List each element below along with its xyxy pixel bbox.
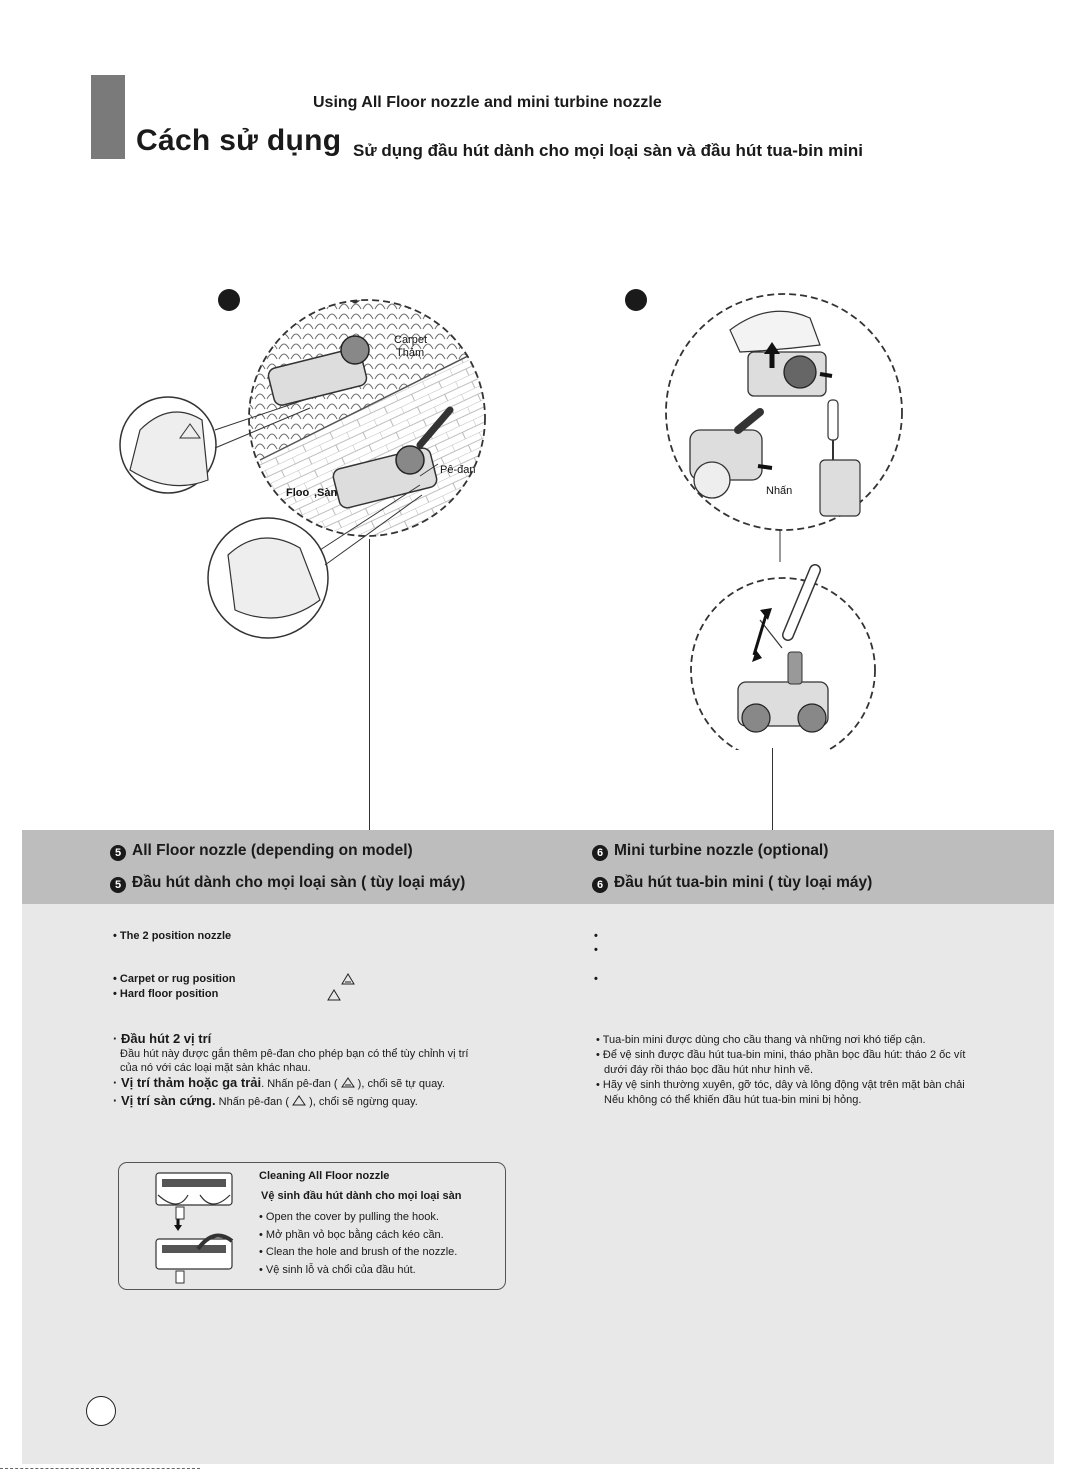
page-title-english: Using All Floor nozzle and mini turbine nozzle <box>313 94 662 111</box>
bottom-dashed-rule <box>0 1468 200 1469</box>
section5-vi-desc-2: của nó với các loại mặt sàn khác nhau. <box>120 1062 311 1074</box>
list-item: • Carpet or rug position <box>113 973 236 985</box>
pedal-triangle-icon <box>341 1077 355 1088</box>
section5-number: 5 <box>110 877 126 893</box>
label-carpet: Carpet <box>394 334 428 346</box>
section6-number: 6 <box>592 845 608 861</box>
leader-line-left <box>369 539 370 831</box>
label-pedal: Pê-đan <box>440 464 476 476</box>
pedal-triangle-icon <box>327 989 341 1001</box>
list-item: • Mở phần vỏ bọc bằng cách kéo cần. <box>259 1229 444 1241</box>
cleaning-illustration <box>148 1167 240 1287</box>
section5-heading-vi: 5 Đầu hút dành cho mọi loại sàn ( tùy loại máy) <box>110 874 465 893</box>
section6-number: 6 <box>592 877 608 893</box>
cleaning-title-vi: Vệ sinh đầu hút dành cho mọi loại sàn <box>261 1190 462 1202</box>
bullet-dot: • <box>594 930 598 942</box>
list-item: • The 2 position nozzle <box>113 930 232 942</box>
section5-vi-hard: · Vị trí sàn cứng. Nhấn pê-đan ( ), chổi sẽ ngừng quay. <box>113 1093 418 1108</box>
pedal-triangle-icon <box>341 973 355 985</box>
list-item: • Vệ sinh lỗ và chổi của đầu hút. <box>259 1264 416 1276</box>
label-tham: Thảm <box>396 347 425 359</box>
page-title-vietnamese: Cách sử dụng <box>136 124 342 157</box>
section5-vi-title: · Đầu hút 2 vị trí <box>113 1031 212 1046</box>
bullet-dot: • <box>594 944 598 956</box>
section5-vi-carpet: · Vị trí thảm hoặc ga trải. Nhấn pê-đan ( ), chổi sẽ tự quay. <box>113 1075 445 1090</box>
pedal-triangle-icon <box>292 1095 306 1106</box>
section5-heading-en: 5 All Floor nozzle (depending on model) <box>110 842 413 861</box>
step-marker-dot <box>625 289 647 311</box>
list-item: Nếu không có thể khiến đầu hút tua-bin mini bị hỏng. <box>604 1094 862 1106</box>
list-item: • Clean the hole and brush of the nozzle. <box>259 1246 458 1258</box>
section5-vi-desc-1: Đầu hút này được gắn thêm pê-đan cho phép bạn có thể tùy chỉnh vị trí <box>120 1048 469 1060</box>
cleaning-title-en: Cleaning All Floor nozzle <box>259 1170 390 1182</box>
mini-turbine-illustration <box>660 290 910 750</box>
label-san: ,Sàn <box>314 487 338 499</box>
list-item: • Để vệ sinh được đầu hút tua-bin mini, tháo phần bọc đầu hút: tháo 2 ốc vít <box>596 1049 966 1061</box>
section-side-tab <box>91 75 125 159</box>
label-press: Nhấn <box>766 485 793 497</box>
page-number-circle <box>86 1396 116 1426</box>
page-subtitle-vietnamese: Sử dụng đầu hút dành cho mọi loại sàn và đầu hút tua-bin mini <box>353 141 864 160</box>
list-item: dưới đáy rồi tháo bọc đầu hút như hình vẽ. <box>604 1064 814 1076</box>
label-floor: Floo <box>286 487 310 499</box>
section5-number: 5 <box>110 845 126 861</box>
list-item: • Hard floor position <box>113 988 219 1000</box>
list-item: • Tua-bin mini được dùng cho cầu thang và những nơi khó tiếp cận. <box>596 1034 926 1046</box>
list-item: • Hãy vệ sinh thường xuyên, gỡ tóc, dây và lông động vật trên mặt bàn chải <box>596 1079 965 1091</box>
section6-heading-en: 6 Mini turbine nozzle (optional) <box>592 842 828 861</box>
bullet-dot: • <box>594 973 598 985</box>
leader-line-right <box>772 748 773 831</box>
section6-heading-vi: 6 Đầu hút tua-bin mini ( tùy loại máy) <box>592 874 872 893</box>
list-item: • Open the cover by pulling the hook. <box>259 1211 439 1223</box>
